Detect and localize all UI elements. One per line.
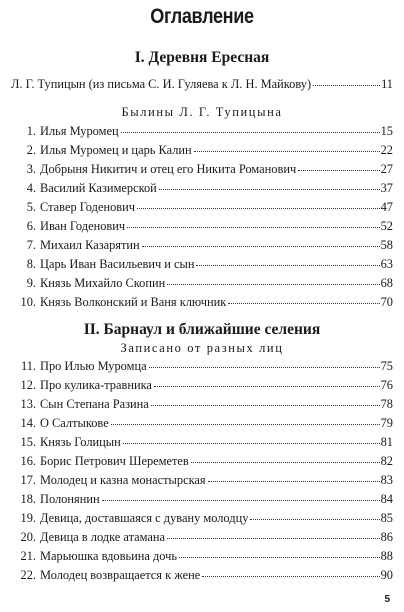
dot-leader [121, 130, 380, 133]
toc-entry-number: 18. [20, 492, 36, 506]
toc-entry-page: 47 [380, 200, 393, 214]
toc-entry-number: 15. [20, 435, 36, 449]
toc-entry-page: 85 [380, 511, 393, 525]
toc-entry[interactable] [9, 293, 393, 311]
toc-entry-page: 88 [380, 549, 393, 563]
toc-entry-page: 79 [380, 416, 393, 430]
toc-entry-number: 9. [26, 276, 36, 290]
dot-leader [313, 83, 380, 86]
toc-entry-title: Молодец и казна монастырская [40, 473, 206, 487]
toc-entry[interactable] [9, 357, 393, 375]
toc-entry-page: 22 [380, 143, 393, 157]
toc-entry[interactable] [9, 198, 393, 216]
toc-entry[interactable] [9, 433, 393, 451]
dot-leader [142, 244, 380, 247]
toc-entry-page: 27 [380, 162, 393, 176]
toc-entry-intro[interactable] [11, 75, 393, 93]
toc-entry-title: Иван Годенович [40, 219, 126, 233]
toc-entry-page: 68 [380, 276, 393, 290]
dot-leader [127, 225, 379, 228]
toc-entry-page: 82 [380, 454, 393, 468]
toc-entry-title: Полонянин [40, 492, 100, 506]
toc-entry-number: 14. [20, 416, 36, 430]
dot-leader [194, 149, 380, 152]
dot-leader [111, 422, 380, 425]
toc-entry-page: 75 [380, 359, 393, 373]
toc-entry-number: 7. [26, 238, 36, 252]
dot-leader [167, 536, 380, 539]
toc-entry-title: Князь Михайло Скопин [40, 276, 166, 290]
dot-leader [208, 479, 380, 482]
dot-leader [149, 365, 380, 368]
page-number: 5 [384, 594, 390, 605]
dot-leader [250, 517, 379, 520]
toc-entry-title: Царь Иван Васильевич и сын [40, 257, 195, 271]
toc-entry-number: 12. [20, 378, 36, 392]
toc-entry-title: Про Илью Муромца [40, 359, 147, 373]
toc-entry[interactable] [9, 179, 393, 197]
dot-leader [159, 187, 380, 190]
toc-entry-page: 86 [380, 530, 393, 544]
toc-entry[interactable] [9, 528, 393, 546]
dot-leader [137, 206, 380, 209]
toc-entry-number: 6. [26, 219, 36, 233]
toc-entry-number: 4. [26, 181, 36, 195]
toc-entry[interactable] [9, 414, 393, 432]
page-title: Оглавление [150, 5, 254, 28]
toc-entry-number: 20. [20, 530, 36, 544]
toc-entry-title: Молодец возвращается к жене [40, 568, 201, 582]
toc-entry-title: Девица в лодке атамана [40, 530, 166, 544]
toc-entry-page: 15 [380, 124, 393, 138]
toc-entry-title: Илья Муромец [40, 124, 119, 138]
toc-entry[interactable] [9, 217, 393, 235]
toc-entry-page: 81 [380, 435, 393, 449]
dot-leader [191, 460, 380, 463]
dot-leader [151, 403, 380, 406]
toc-entry-page: 52 [380, 219, 393, 233]
toc-entry-number: 1. [26, 124, 36, 138]
toc-entry[interactable] [9, 471, 393, 489]
toc-entry-title: Сын Степана Разина [40, 397, 149, 411]
dot-leader [167, 282, 379, 285]
toc-entry-title: Добрыня Никитич и отец его Никита Романович [40, 162, 297, 176]
toc-entry-number: 8. [26, 257, 36, 271]
toc-entry-number: 10. [20, 295, 36, 309]
toc-entry-title: Л. Г. Тупицын (из письма С. И. Гуляева к Л. Н. Майкову) [11, 77, 312, 91]
toc-entry-title: Борис Петрович Шереметев [40, 454, 189, 468]
dot-leader [228, 301, 379, 304]
toc-entry-number: 3. [26, 162, 36, 176]
toc-entry-number: 17. [20, 473, 36, 487]
toc-entry-number: 21. [20, 549, 36, 563]
toc-entry[interactable] [9, 236, 393, 254]
toc-entry-number: 19. [20, 511, 36, 525]
toc-entry-title: Князь Голицын [40, 435, 121, 449]
toc-entry-title: Василий Казимерской [40, 181, 157, 195]
toc-entry[interactable] [9, 566, 393, 584]
toc-entry-page: 76 [380, 378, 393, 392]
toc-entry-page: 37 [380, 181, 393, 195]
toc-entry[interactable] [9, 395, 393, 413]
toc-entry[interactable] [9, 547, 393, 565]
dot-leader [179, 555, 380, 558]
toc-entry-title: Михаил Казарятин [40, 238, 140, 252]
toc-entry[interactable] [9, 141, 393, 159]
toc-entry-number: 11. [20, 359, 36, 373]
subsection-heading: Былины Л. Г. Тупицына [121, 105, 283, 119]
toc-entry-page: 83 [380, 473, 393, 487]
dot-leader [154, 384, 380, 387]
toc-entry-number: 22. [20, 568, 36, 582]
dot-leader [123, 441, 380, 444]
toc-entry-page: 78 [380, 397, 393, 411]
toc-entry-number: 13. [20, 397, 36, 411]
dot-leader [202, 574, 379, 577]
dot-leader [102, 498, 380, 501]
toc-entry[interactable] [9, 274, 393, 292]
toc-entry[interactable] [9, 122, 393, 140]
toc-entry-title: О Салтыкове [40, 416, 109, 430]
toc-entry-number: 2. [26, 143, 36, 157]
subsection-heading: Записано от разных лиц [120, 341, 284, 355]
toc-entry-title: Девица, доставшаяся с дувану молодцу [40, 511, 249, 525]
dot-leader [196, 263, 379, 266]
toc-entry[interactable] [9, 255, 393, 273]
toc-entry-page: 70 [380, 295, 393, 309]
toc-entry-page: 11 [381, 77, 393, 91]
toc-entry-page: 90 [380, 568, 393, 582]
section-heading: I. Деревня Ересная [134, 49, 270, 66]
toc-entry-page: 58 [380, 238, 393, 252]
toc-entry[interactable] [9, 509, 393, 527]
toc-entry-title: Илья Муромец и царь Калин [40, 143, 192, 157]
toc-entry[interactable] [9, 452, 393, 470]
toc-entry-page: 63 [380, 257, 393, 271]
toc-entry-title: Про кулика-травника [40, 378, 152, 392]
toc-entry-title: Князь Волконский и Ваня ключник [40, 295, 227, 309]
toc-entry-title: Марьюшка вдовьина дочь [40, 549, 178, 563]
toc-entry[interactable] [9, 376, 393, 394]
toc-entry[interactable] [9, 490, 393, 508]
toc-entry-title: Ставер Годенович [40, 200, 135, 214]
toc-entry-page: 84 [380, 492, 393, 506]
toc-entry[interactable] [9, 160, 393, 178]
toc-entry-number: 5. [26, 200, 36, 214]
dot-leader [298, 168, 379, 171]
section-heading: II. Барнаул и ближайшие селения [83, 321, 321, 338]
toc-entry-number: 16. [20, 454, 36, 468]
